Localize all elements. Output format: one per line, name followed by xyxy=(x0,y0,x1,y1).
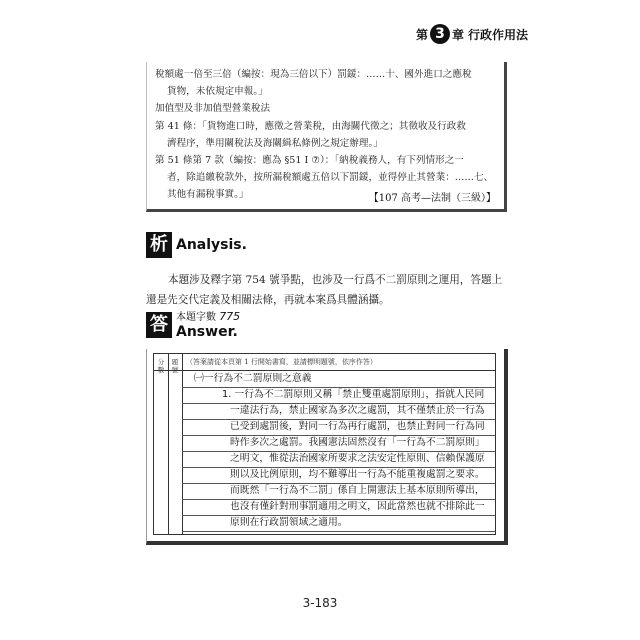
chapter-suffix: 章 xyxy=(451,27,464,42)
quote-line: 其他有漏稅事實。」 xyxy=(167,189,249,201)
analysis-badge: 析 xyxy=(146,232,172,258)
quote-line: 第 41 條：「貨物進口時，應徵之營業稅，由海關代徵之；其徵收及行政救 xyxy=(155,120,466,132)
quote-line: 者，除追繳稅款外，按所漏稅額處五倍以下罰鍰，並得停止其營業：……七、 xyxy=(167,172,494,184)
analysis-line: 還是先交代定義及相關法條，再就本案爲具體涵攝。 xyxy=(146,294,390,306)
answer-line: 之明文，惟從法治國家所要求之法安定性原則、信賴保護原 xyxy=(182,451,495,468)
answer-line: 則以及比例原則，均不難導出一行為不能重複處罰之要求。 xyxy=(182,467,495,484)
answer-line: 而既然「一行為不二罰」係自上開憲法上基本原則所導出， xyxy=(182,483,495,500)
quote-line: 第 51 條第 7 款（編按：應為 §51 Ⅰ ⑦）：「納稅義務人，有下列情形之一 xyxy=(155,155,464,167)
question-number-column xyxy=(168,354,183,534)
score-label: 分數 xyxy=(157,358,165,374)
answer-line: ㈠一行為不二罰原則之意義 xyxy=(182,371,495,388)
statute-quote-box xyxy=(146,62,507,212)
answer-badge: 答 xyxy=(146,312,172,338)
chapter-header xyxy=(416,24,528,44)
chapter-prefix: 第 xyxy=(415,27,428,42)
answer-line: 一違法行為，禁止國家為多次之處罰，其不僅禁止於一行為 xyxy=(182,403,495,420)
analysis-title: Analysis. xyxy=(176,237,247,253)
quote-line: 稅額處一倍至三倍（編按：現為三倍以下）罰鍰：……十、國外進口之應稅 xyxy=(155,69,472,80)
answer-line: 原則在行政罰領域之適用。 xyxy=(182,515,495,532)
page-number: 3-183 xyxy=(302,596,338,610)
answer-title: Answer. xyxy=(176,324,238,340)
chapter-title: 行政作用法 xyxy=(467,27,528,42)
answer-sheet-grid xyxy=(153,353,496,535)
chapter-number-badge: 3 xyxy=(430,24,450,44)
word-count-label: 本題字數 xyxy=(176,312,216,323)
quote-line: 加值型及非加值型營業稅法 xyxy=(155,103,271,115)
answer-line: 時作多次之處罰。我國憲法固然沒有「一行為不二罰原則」 xyxy=(182,435,495,452)
question-number-label: 題號 xyxy=(171,358,179,374)
answer-sheet xyxy=(146,349,508,545)
exam-source: 【107 高考—法制（三級）】 xyxy=(368,192,496,204)
analysis-text xyxy=(146,270,508,310)
word-count xyxy=(176,310,240,325)
analysis-heading xyxy=(146,232,247,258)
analysis-line: 本題涉及釋字第 754 號爭點，也涉及一行爲不二罰原則之運用，答題上 xyxy=(168,274,503,286)
answer-line: 已受到處罰後，對同一行為再行處罰，也禁止對同一行為同 xyxy=(182,419,495,436)
quote-line: 濟程序，準用關稅法及海關緝私條例之規定辦理。」 xyxy=(167,137,383,149)
quote-line: 貨物，未依規定申報。」 xyxy=(167,86,268,98)
word-count-value: 775 xyxy=(219,310,241,323)
sheet-instructions: （答案請從本頁第 1 行開始書寫，並請標明題號，依序作答） xyxy=(186,358,377,366)
answer-heading xyxy=(146,310,240,339)
score-column xyxy=(154,354,169,534)
answer-line: 1. 一行為不二罰原則又稱「禁止雙重處罰原則」，指就人民同 xyxy=(182,387,495,404)
answer-line: 也沒有僅針對刑事罰適用之明文，因此當然也就不排除此一 xyxy=(182,499,495,516)
